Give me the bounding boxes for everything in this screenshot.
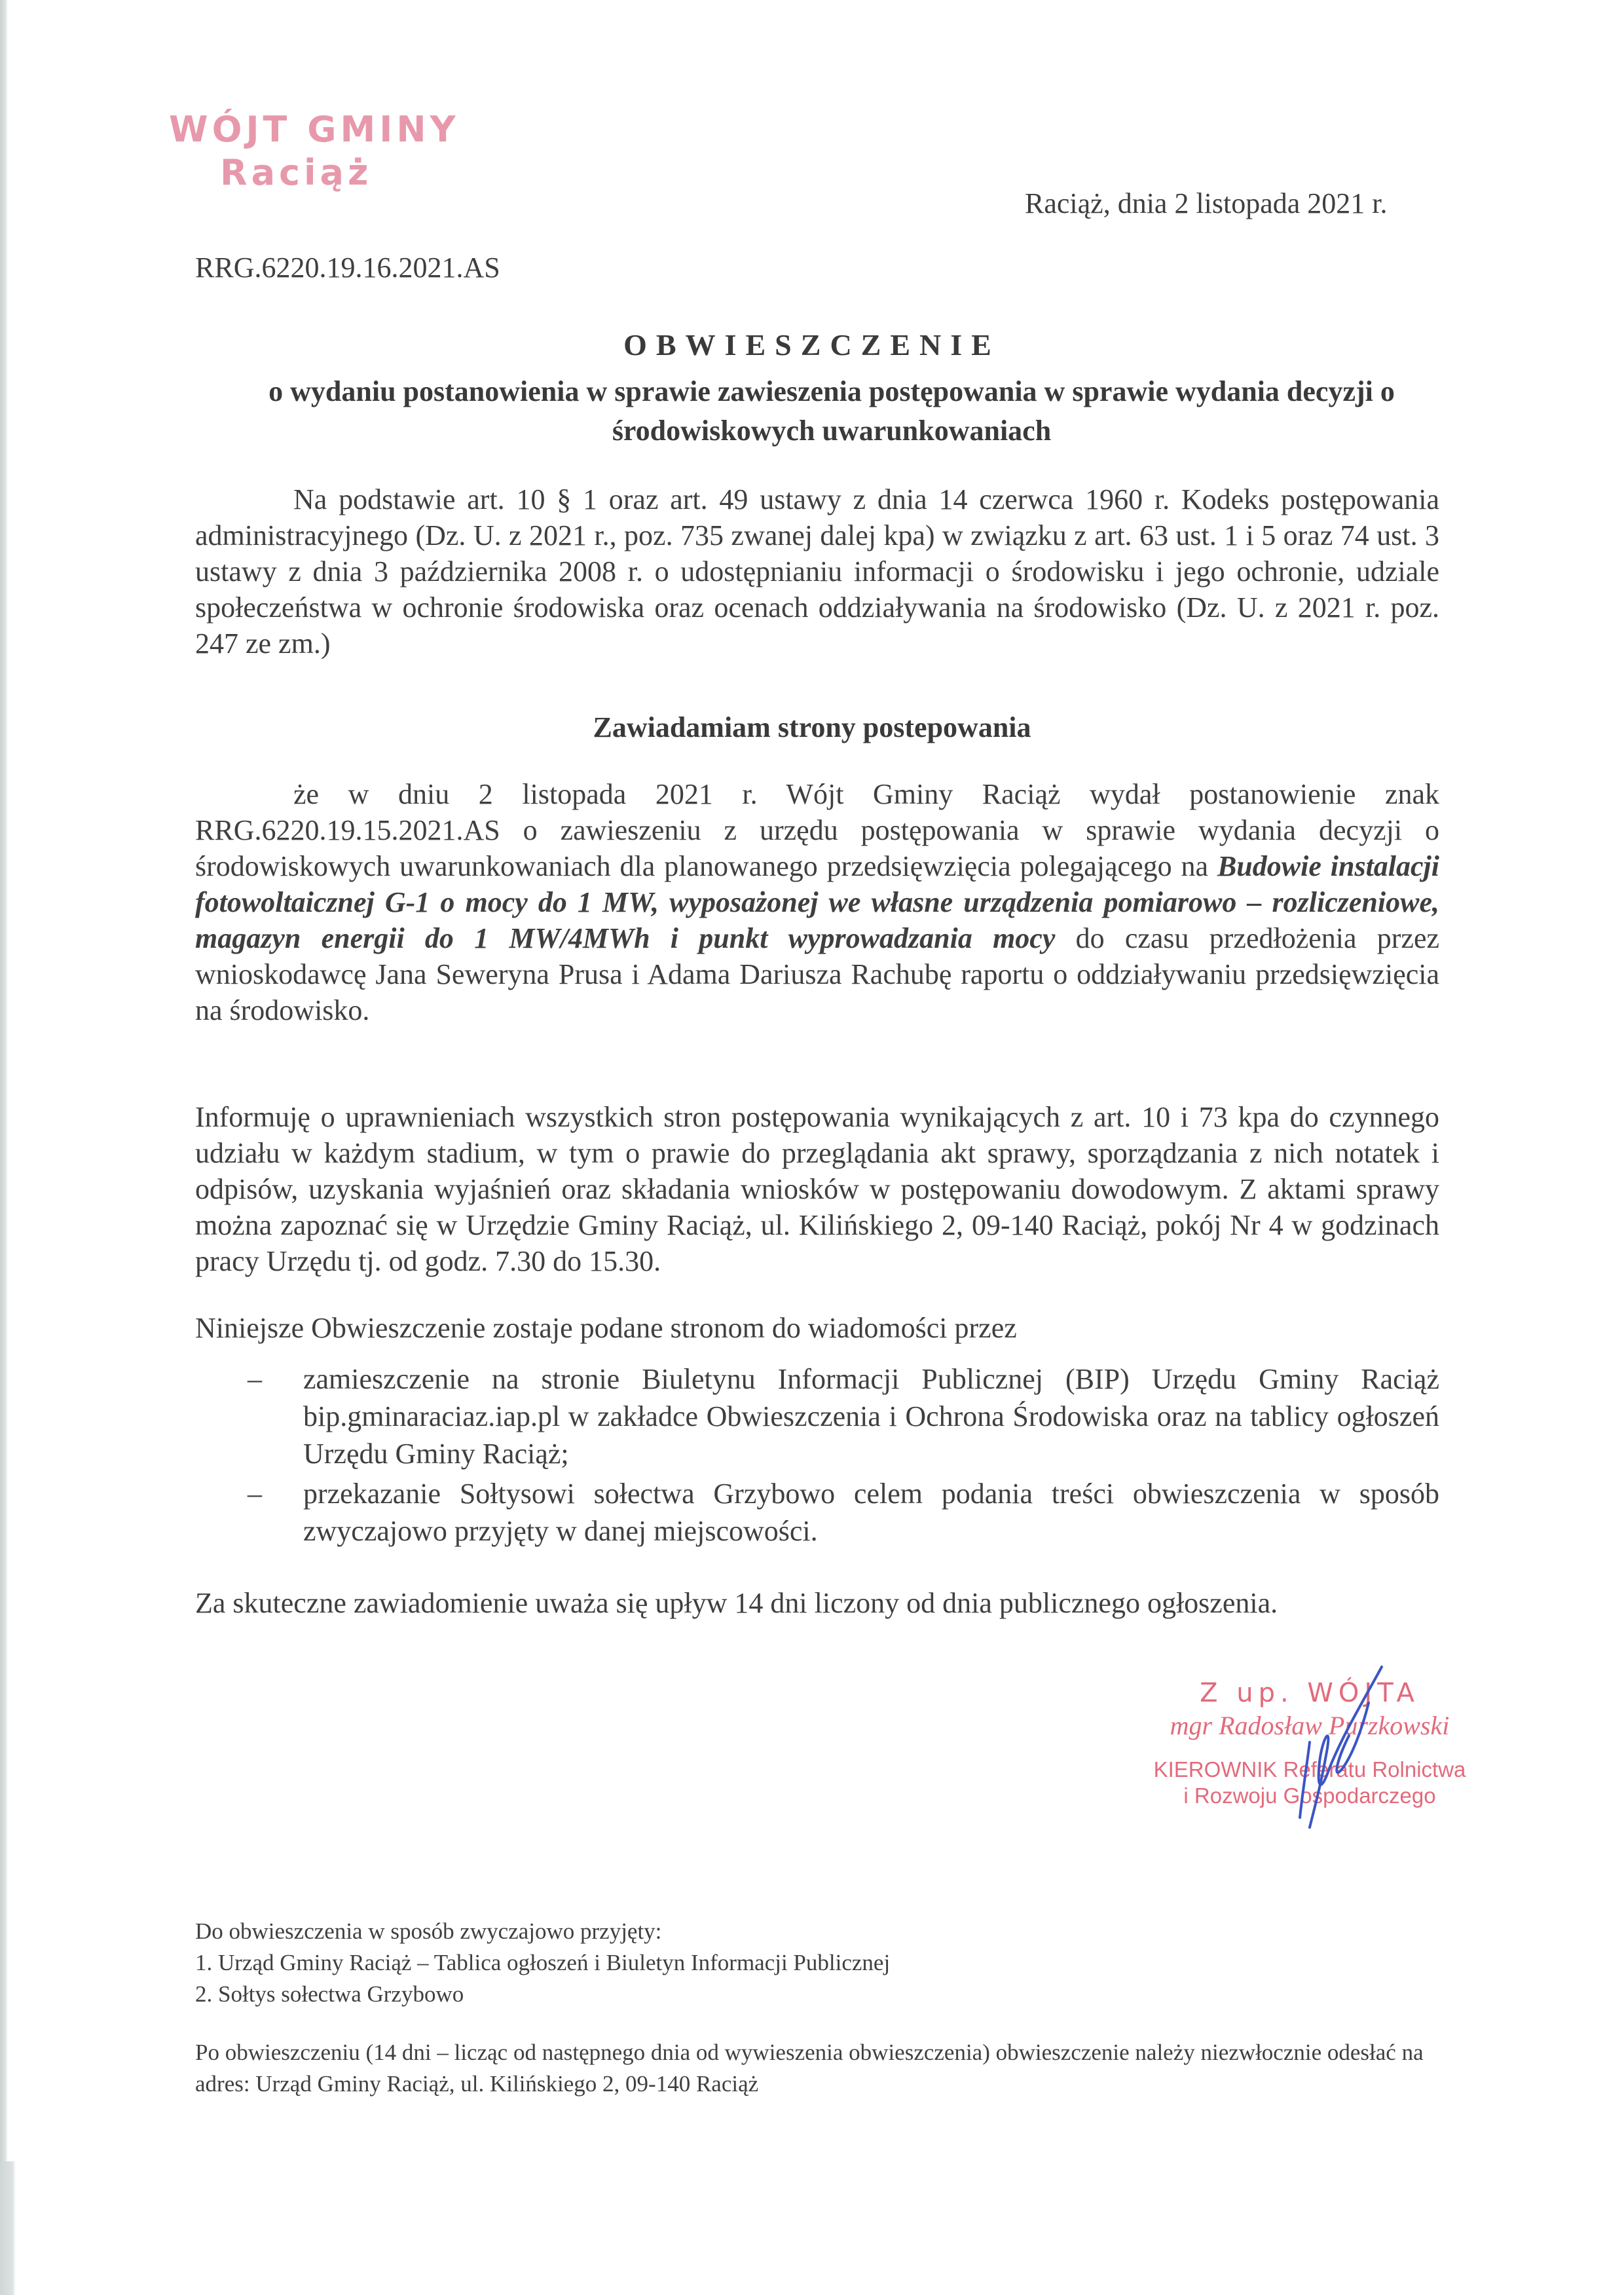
stamp-line-1: WÓJT GMINY	[169, 109, 460, 150]
notice-paragraph	[195, 776, 1439, 1028]
distribution-list	[195, 1916, 890, 2010]
publication-methods-list	[195, 1360, 1439, 1552]
document-subtitle: o wydaniu postanowienia w sprawie zawieszenia postępowania w sprawie wydania decyzji o środowiskowych uwarunkowaniach	[268, 375, 1395, 447]
rights-paragraph: Informuję o uprawnieniach wszystkich stron postępowania wynikających z art. 10 i 73 kpa do czynnego udziału w każdym stadium, w tym o prawie do przeglądania akt sprawy, sporządzania z nich notatek i odpisów, uzyskania wyjaśnień oraz składania wniosków w postępowaniu dowodowym. Z aktami sprawy można zapoznać się w Urzędzie Gminy Raciąż, ul. Kilińskiego 2, 09-140 Raciąż, pokój Nr 4 w godzinach pracy Urzędu tj. od godz. 7.30 do 15.30.	[195, 1101, 1439, 1277]
scan-edge-shadow-bottom	[0, 2161, 16, 2295]
legal-basis-paragraph: Na podstawie art. 10 § 1 oraz art. 49 ustawy z dnia 14 czerwca 1960 r. Kodeks postępowania administracyjnego (Dz. U. z 2021 r., poz. 735 zwanej dalej kpa) w związku z art. 63 ust. 1 i 5 oraz 74 ust. 3 ustawy z dnia 3 października 2008 r. o udostępnianiu informacji o środowisku i jego ochronie, udziale społeczeństwa w ochronie środowiska oraz ocenach oddziaływania na środowisko (Dz. U. z 2021 r. poz. 247 ze zm.)	[195, 483, 1439, 660]
list-item	[195, 1360, 1439, 1472]
dash-bullet-icon: –	[248, 1363, 262, 1395]
signatory-position: KIEROWNIK Referatu Rolnictwa	[1153, 1757, 1466, 1782]
list-item-text: zamieszczenie na stronie Biuletynu Informacji Publicznej (BIP) Urzędu Gminy Raciąż bip.gminaraciaz.iap.pl w zakładce Obwieszczenia i Ochrona Środowiska oraz na tablicy ogłoszeń Urzędu Gminy Raciąż;	[303, 1363, 1439, 1470]
project-description: Budowie instalacji fotowoltaicznej G-1 o mocy do 1 MW, wyposażonej we własne urządzenia pomiarowo – rozliczeniowe, magazyn energii do 1 MW/4MWh i punkt wyprowadzania mocy	[195, 850, 1439, 954]
notice-intro: że w dniu 2 listopada 2021 r. Wójt Gminy Raciąż wydał postanowienie znak RRG.6220.19.15.2021.AS o zawieszeniu z urzędu postępowania w sprawie wydania decyzji o środowiskowych uwarunkowaniach dla planowanego przedsięwzięcia polegającego na	[195, 778, 1439, 882]
signature-authority: Z up. WÓJTA	[1200, 1678, 1420, 1708]
section-heading: Zawiadamiam strony postepowania	[593, 711, 1031, 743]
stamp-line-2: Raciąż	[220, 152, 373, 193]
publication-intro: Niniejsze Obwieszczenie zostaje podane stronom do wiadomości przez	[195, 1312, 1017, 1344]
date-place-line: Raciąż, dnia 2 listopada 2021 r.	[1025, 187, 1388, 219]
distribution-item: 2. Sołtys sołectwa Grzybowo	[195, 1981, 464, 2007]
footer-note: Po obwieszczeniu (14 dni – licząc od następnego dnia od wywieszenia obwieszczenia) obwieszczenie należy niezwłocznie odesłać na adres: Urząd Gminy Raciąż, ul. Kilińskiego 2, 09-140 Raciąż	[195, 2040, 1424, 2097]
dash-bullet-icon: –	[248, 1478, 262, 1510]
reference-number: RRG.6220.19.16.2021.AS	[195, 252, 500, 284]
notice-outro: do czasu przedłożenia przez wnioskodawcę Jana Seweryna Prusa i Adama Dariusza Rachubę raportu o oddziaływaniu przedsięwzięcia na środowisko.	[195, 922, 1439, 1026]
office-stamp	[169, 108, 460, 195]
signatory-name: mgr Radosław Purzkowski	[1170, 1711, 1450, 1740]
list-item	[195, 1475, 1439, 1550]
distribution-item: 1. Urząd Gminy Raciąż – Tablica ogłoszeń i Biuletyn Informacji Publicznej	[195, 1950, 891, 1975]
signatory-department: i Rozwoju Gospodarczego	[1183, 1783, 1436, 1808]
distribution-heading: Do obwieszczenia w sposób zwyczajowo przyjęty:	[195, 1918, 662, 1944]
document-title: OBWIESZCZENIE	[623, 328, 1001, 362]
handwritten-signature-icon	[1270, 1664, 1401, 1834]
list-item-text: przekazanie Sołtysowi sołectwa Grzybowo celem podania treści obwieszczenia w sposób zwyczajowo przyjęty w danej miejscowości.	[303, 1478, 1439, 1547]
effective-notice: Za skuteczne zawiadomienie uważa się upływ 14 dni liczony od dnia publicznego ogłoszenia.	[195, 1587, 1278, 1619]
